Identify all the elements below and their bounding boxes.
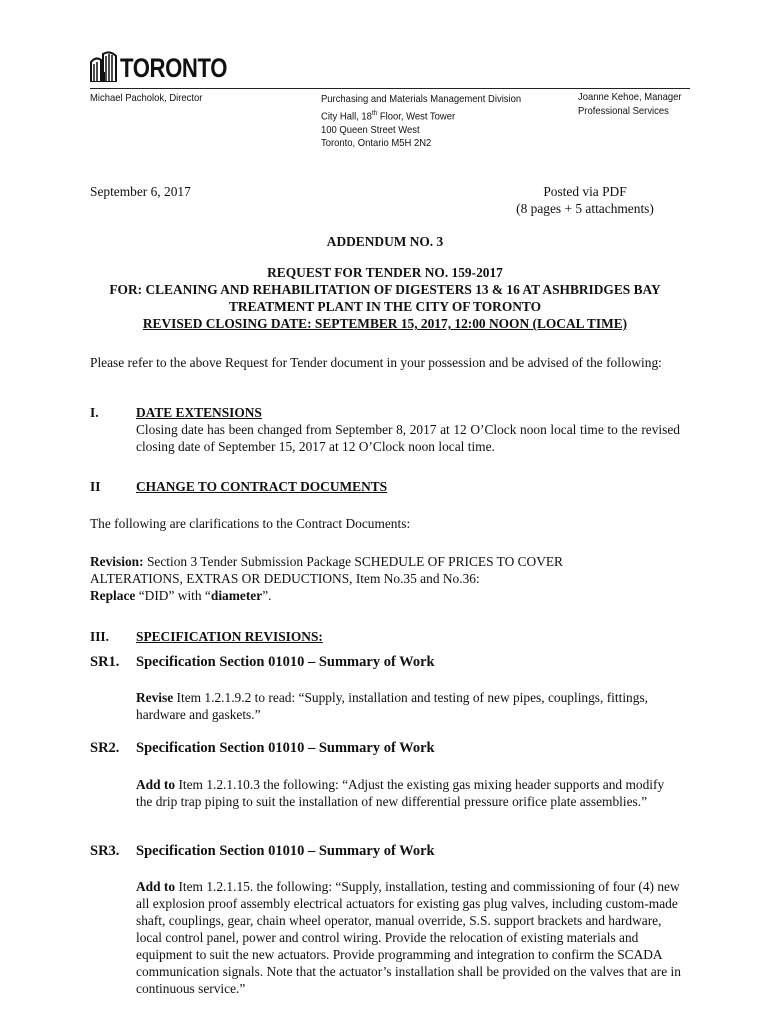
manager-line: Joanne Kehoe, Manager xyxy=(578,91,682,103)
revision-body xyxy=(136,689,681,723)
revision-body xyxy=(136,776,676,810)
revision-line xyxy=(90,553,690,570)
posting-info xyxy=(500,183,670,217)
revision-label: Revision: xyxy=(90,554,144,569)
director-name: Michael Pacholok, Director xyxy=(90,92,203,104)
revised-closing-date: REVISED CLOSING DATE: SEPTEMBER 15, 2017, 12:00 NOON (LOCAL TIME) xyxy=(142,316,628,331)
manager-line: Professional Services xyxy=(578,104,669,117)
revision-title: Specification Section 01010 – Summary of Work xyxy=(136,654,435,670)
tender-number: REQUEST FOR TENDER NO. 159-2017 xyxy=(267,265,503,280)
tender-title-block xyxy=(80,264,690,332)
section-heading: DATE EXTENSIONS xyxy=(136,405,262,420)
replace-text: “DID” with “ xyxy=(138,588,211,603)
revision-action: Add to xyxy=(136,879,176,894)
revision-number: SR2. xyxy=(90,740,120,756)
section-heading: CHANGE TO CONTRACT DOCUMENTS xyxy=(136,479,388,494)
revision-number: SR3. xyxy=(90,843,120,859)
city-hall-icon xyxy=(90,50,118,82)
revision-action: Revise xyxy=(136,690,174,705)
revision-number: SR1. xyxy=(90,654,120,670)
replace-end: ”. xyxy=(262,588,272,603)
section-heading: SPECIFICATION REVISIONS: xyxy=(136,629,323,644)
attachments-line: (8 pages + 5 attachments) xyxy=(516,201,654,216)
section-body: Closing date has been changed from September 8, 2017 at 12 O’Clock noon local time to the revised closing date of September 15, 2017 at 12 O’Clock noon local time. xyxy=(136,422,680,454)
revision-body xyxy=(136,878,684,997)
section-number: I. xyxy=(90,405,99,420)
division-line: 100 Queen Street West xyxy=(321,123,420,136)
revision-title: Specification Section 01010 – Summary of Work xyxy=(136,740,435,756)
revision-text: Section 3 Tender Submission Package SCHEDULE OF PRICES TO COVER xyxy=(146,554,563,569)
revision-title: Specification Section 01010 – Summary of Work xyxy=(136,843,435,859)
division-line: City Hall, 18th Floor, West Tower xyxy=(321,109,456,122)
section-number: II xyxy=(90,479,101,494)
intro-paragraph: Please refer to the above Request for Tender document in your possession and be advised of the following: xyxy=(90,355,662,370)
replace-term: diameter xyxy=(210,588,263,603)
revision-text: Item 1.2.1.10.3 the following: “Adjust the existing gas mixing header supports and modify the drip trap piping to suit the installation of new differential pressure orifice plate assemblies.” xyxy=(136,777,665,809)
clarifications-intro: The following are clarifications to the Contract Documents: xyxy=(90,516,411,531)
replace-line xyxy=(90,587,690,604)
revision-text: Item 1.2.1.9.2 to read: “Supply, installation and testing of new pipes, couplings, fittings, hardware and gaskets.” xyxy=(136,690,649,722)
division-line: Toronto, Ontario M5H 2N2 xyxy=(321,137,432,149)
city-of-toronto-logo xyxy=(90,48,251,82)
header-divider xyxy=(90,88,690,89)
tender-title-line: TREATMENT PLANT IN THE CITY OF TORONTO xyxy=(228,299,542,314)
revision-text: Item 1.2.1.15. the following: “Supply, installation, testing and commissioning of four (4) new all explosion proof assembly electrical actuators for existing gas plug valves, including custom-made shaft, couplings, gear, chain wheel operator, manual override, S.S. support brackets and hardware, local control panel, power and control wiring. Provide the relocation of existing materials and equipment to suit the new actuators. Provide programming and integration to confirm the SCADA communication signals. Note that the actuator’s installation shall be provided on the valves that are in continuous service.” xyxy=(136,879,681,996)
posted-line: Posted via PDF xyxy=(543,184,627,199)
revision-note xyxy=(90,553,690,604)
manager-contact xyxy=(578,91,682,118)
logo-wordmark: TORONTO xyxy=(120,53,228,83)
addendum-number: ADDENDUM NO. 3 xyxy=(326,234,444,249)
replace-label: Replace xyxy=(90,588,136,603)
division-line: Purchasing and Materials Management Division xyxy=(321,93,522,105)
tender-title-line: FOR: CLEANING AND REHABILITATION OF DIGESTERS 13 & 16 AT ASHBRIDGES BAY xyxy=(109,282,661,297)
section-number: III. xyxy=(90,629,109,644)
revision-line: ALTERATIONS, EXTRAS OR DEDUCTIONS, Item No.35 and No.36: xyxy=(90,571,480,586)
letter-date: September 6, 2017 xyxy=(90,184,191,199)
revision-action: Add to xyxy=(136,777,176,792)
division-address xyxy=(321,93,521,151)
